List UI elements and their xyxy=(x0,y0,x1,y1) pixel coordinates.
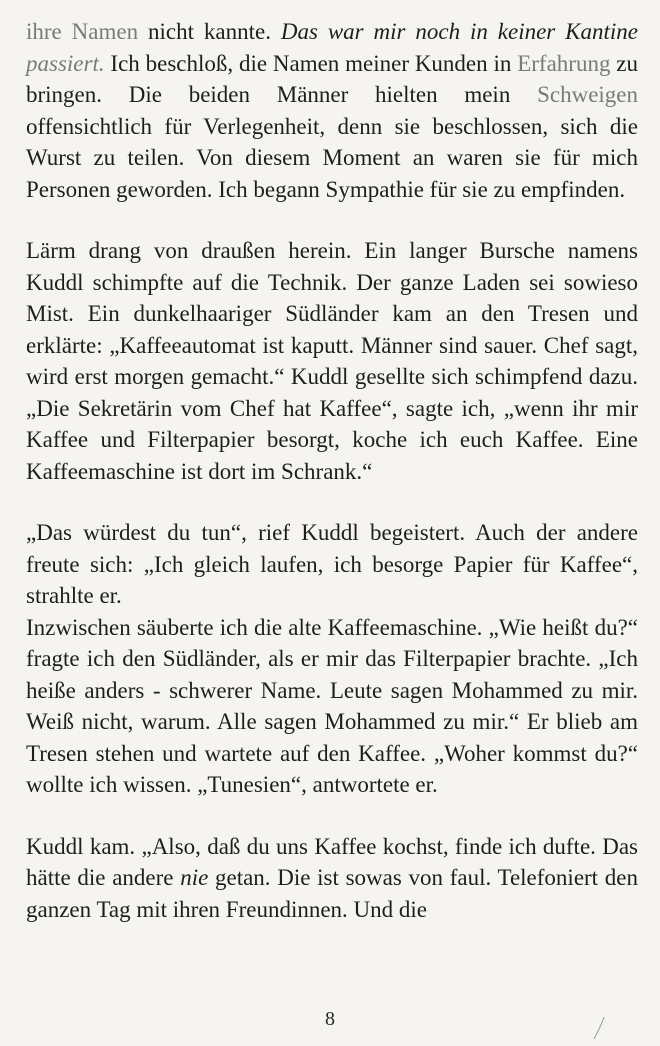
paragraph-5 xyxy=(26,831,638,926)
paragraph-2 xyxy=(26,235,638,487)
text-segment: offensichtlich für Verlegenheit, denn sie beschlossen, sich die Wurst zu teilen. Von diesem Moment an waren sie für mich Personen geworden. Ich begann Sympathie für sie zu empfinden. xyxy=(26,113,638,202)
italic-segment: passiert. xyxy=(26,50,105,76)
text-segment: nicht kannte. xyxy=(138,19,281,44)
page-number: 8 xyxy=(325,1008,335,1030)
text-segment: Kuddl kam. „Also, daß du uns Kaffee kochst, finde ich dufte. Das hätte die andere xyxy=(26,833,638,890)
text-segment: Ich beschloß, die Namen meiner Kunden in xyxy=(104,50,518,76)
book-page xyxy=(26,16,638,925)
italic-segment: nie xyxy=(180,865,209,890)
paragraph-spacer xyxy=(26,487,638,517)
pen-mark-icon xyxy=(592,1016,608,1040)
text-segment: Lärm drang von draußen herein. Ein langer Bursche namens Kuddl schimpfte auf die Technik. Der ganze Laden sei sowieso Mist. Ein dunkelhaariger Südländer kam an den Tresen und erklärte: „Kaffeeautomat ist kaputt. Männer sind sauer. Chef sagt, wird erst morgen gemacht.“ Kuddl gesellte sich schimpfend dazu. „Die Sekretärin vom Chef hat Kaffee“, sagte ich, „wenn ihr mir Kaffee und Filterpapier besorgt, koche ich euch Kaffee. Eine Kaffeemaschine ist dort im Schrank.“ xyxy=(26,238,638,484)
paragraph-3 xyxy=(26,517,638,612)
text-segment: Erfahrung xyxy=(517,50,611,76)
paragraph-4 xyxy=(26,612,638,801)
paragraph-spacer xyxy=(26,801,638,831)
paragraph-spacer xyxy=(26,205,638,235)
text-segment: „Das würdest du tun“, rief Kuddl begeistert. Auch der andere freute sich: „Ich gleich laufen, ich besorge Papier für Kaffee“, strahlte er. xyxy=(26,520,638,608)
text-segment: zu bringen. Die beiden Männer hielten mein xyxy=(26,50,638,107)
text-segment: getan. Die ist sowas von faul. Telefoniert den ganzen Tag mit ihren Freundinnen. Und die xyxy=(26,865,638,922)
text-segment: Inzwischen säuberte ich die alte Kaffeemaschine. „Wie heißt du?“ fragte ich den Südländer, als er mir das Filterpapier brachte. „Ich heiße anders - schwerer Name. Leute sagen Mohammed zu mir. Weiß nicht, warum. Alle sagen Mohammed zu mir.“ Er blieb am Tresen stehen und wartete auf den Kaffee. „Woher kommst du?“ wollte ich wissen. „Tunesien“, antwortete er. xyxy=(26,614,638,797)
text-segment: ihre Namen xyxy=(26,19,139,44)
text-segment: Schweigen xyxy=(537,82,638,107)
italic-segment: Das war mir noch in keiner Kantine xyxy=(280,19,638,44)
paragraph-1 xyxy=(26,16,638,205)
